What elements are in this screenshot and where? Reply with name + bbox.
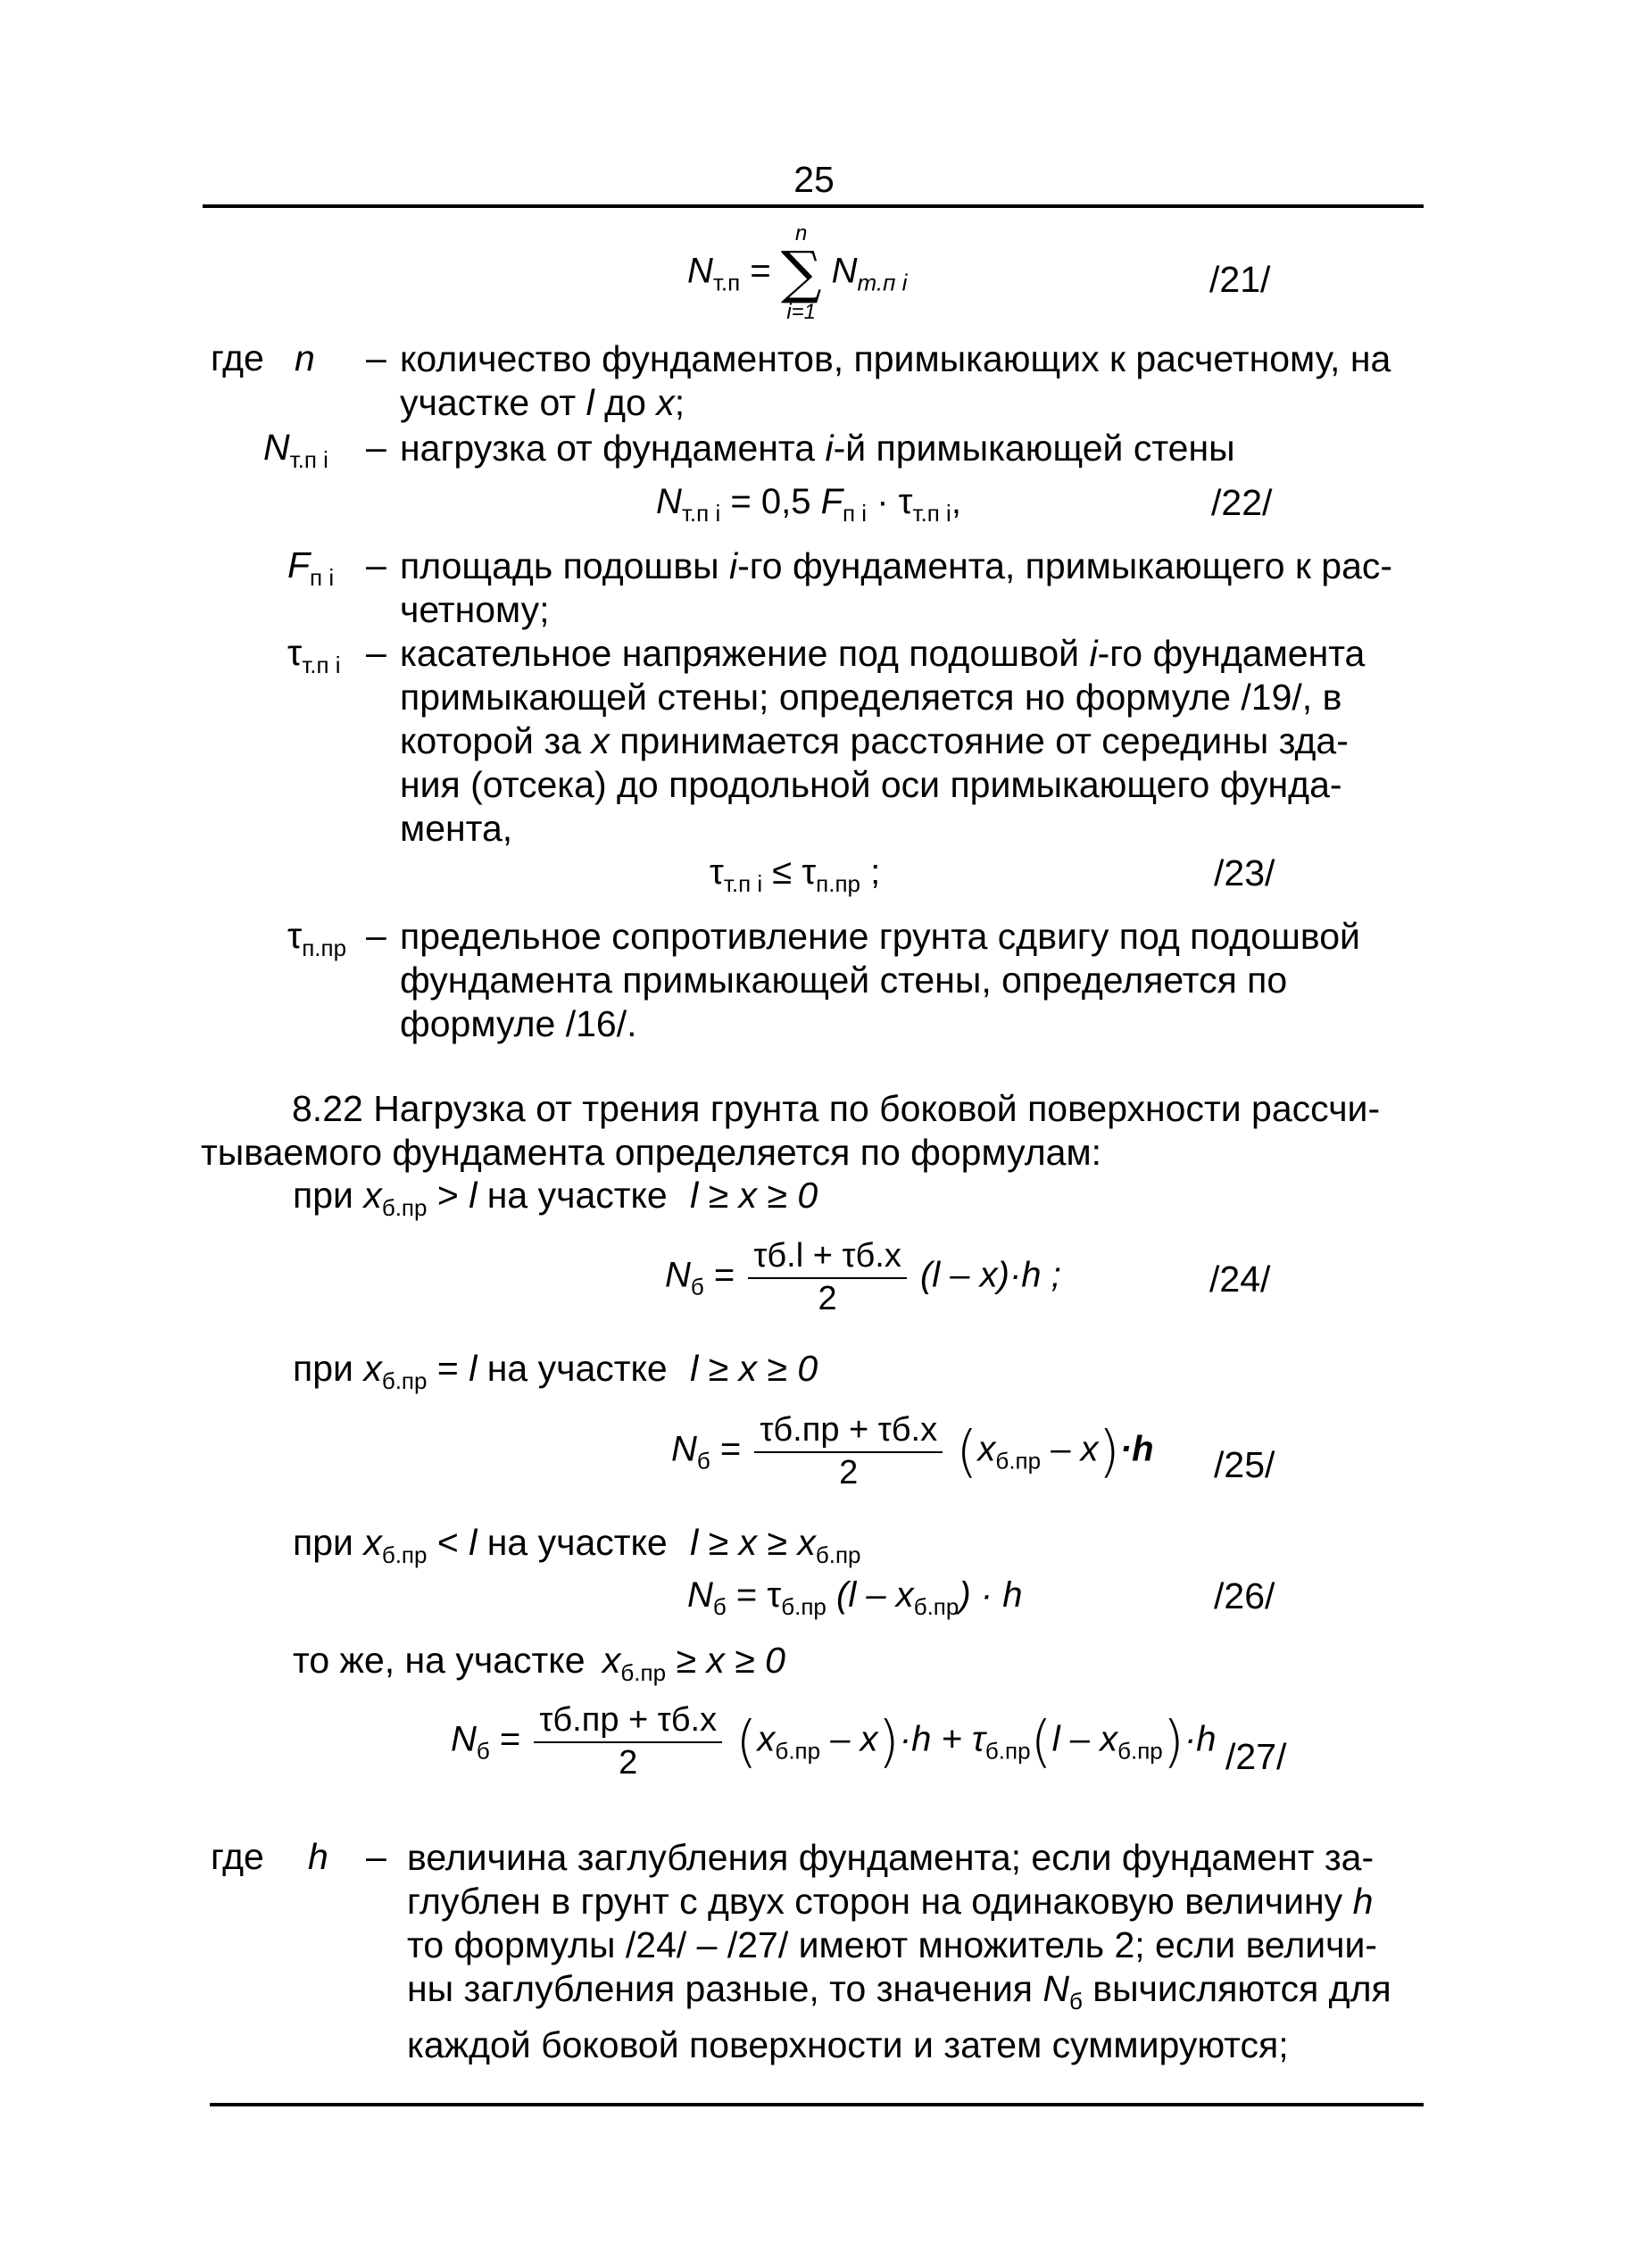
eq23-tau-l: τ — [710, 852, 724, 892]
def-tau-pr-text — [400, 915, 1419, 1046]
eq26-eq: = — [735, 1575, 758, 1615]
cond24-x: x — [363, 1175, 382, 1216]
cond26-mid: на участке — [486, 1522, 668, 1563]
cond24-pre: при — [293, 1175, 353, 1216]
eq26-tau-sub: б.пр — [781, 1593, 826, 1620]
condition-25 — [293, 1346, 818, 1403]
cond25-pre: при — [293, 1348, 353, 1389]
eq23-end: ; — [870, 852, 881, 892]
cond27-x: x — [602, 1640, 621, 1681]
eq25-lhs-sub: б — [696, 1447, 710, 1475]
cond25-l: l — [469, 1348, 478, 1389]
def-n-line2-end: ; — [674, 382, 685, 423]
def-F-dash: – — [366, 544, 386, 586]
eq24-label: /24/ — [1209, 1259, 1271, 1300]
def-F-line2: четному; — [400, 589, 550, 630]
eq23-rel: ≤ — [772, 852, 793, 892]
def-tau-line3-pre: которой за — [400, 720, 581, 761]
top-rule — [203, 204, 1424, 208]
def-F-line1-post: -го фундамента, примыкающего к рас- — [737, 545, 1393, 586]
sigma-symbol: ∑ — [780, 240, 822, 306]
def-tau-pr-term — [287, 915, 346, 962]
eq24-denominator: 2 — [818, 1280, 837, 1317]
def-h-line4-pre: ны заглубления разные, то значения — [407, 1968, 1033, 2009]
def-tau-term — [287, 632, 341, 679]
cond25-ineq: l ≥ x ≥ 0 — [690, 1348, 818, 1389]
def-N-sub: т.п i — [289, 446, 328, 473]
def-F-sym: F — [287, 544, 311, 586]
def-tau-i: i — [1089, 633, 1098, 674]
def-tau-text — [400, 632, 1419, 851]
eq25-numerator: τб.пр + τб.x — [754, 1410, 943, 1453]
def-tau-sub: т.п i — [302, 652, 341, 678]
cond25-rel: = — [436, 1348, 459, 1389]
page-number: 25 — [793, 159, 835, 200]
def-tau-line5: мента, — [400, 808, 513, 849]
cond24-l: l — [469, 1175, 478, 1216]
eq25-open-paren: ( — [956, 1418, 978, 1484]
def-h-line5: каждой боковой поверхности и затем суммируются; — [407, 2024, 1289, 2065]
eq23-tau-r: τ — [802, 852, 817, 892]
def-tau-line2: примыкающей стены; определяется но формуле /19/, в — [400, 677, 1342, 718]
eq22-label: /22/ — [1211, 482, 1273, 523]
eq22-tau: τ — [898, 482, 913, 521]
def-n-line2-pre: участке от — [400, 382, 577, 423]
eq22-F: F — [820, 482, 843, 521]
eq22-F-sub: п i — [843, 500, 868, 527]
eq24-lhs: N — [665, 1255, 691, 1295]
condition-24 — [293, 1173, 818, 1230]
cond26-ineq: l ≥ x ≥ x — [690, 1522, 816, 1563]
eq24-eq: = — [713, 1255, 735, 1295]
def-n-prefix: где — [211, 337, 264, 378]
def-tau-pr-sym: τ — [287, 915, 303, 956]
def-n-line2-mid: до — [604, 382, 646, 423]
cond26-x-sub: б.пр — [381, 1541, 428, 1568]
eq27-lhs: N — [451, 1719, 477, 1759]
eq23-rhs-sub: п.пр — [816, 870, 861, 897]
cond27-ineq: ≥ x ≥ 0 — [676, 1640, 785, 1681]
def-tau-line3-post: принимается расстояние от середины зда- — [619, 720, 1349, 761]
eq22-dot: · — [876, 482, 889, 521]
cond25-x: x — [363, 1348, 382, 1389]
def-tau-line1-pre: касательное напряжение под подошвой — [400, 633, 1080, 674]
cond24-rel: > — [436, 1175, 459, 1216]
eq27-close-paren-1: ) — [877, 1708, 900, 1774]
def-tau-pr-line2: фундамента примыкающей стены, определяется по — [400, 960, 1288, 1001]
eq21-lhs-sub: т.п — [712, 269, 741, 296]
eq27-eq: = — [499, 1719, 521, 1759]
def-N-sym: N — [263, 427, 290, 468]
sum-upper-limit: n — [795, 221, 808, 245]
eq23-label: /23/ — [1214, 852, 1275, 893]
def-tau-pr-dash: – — [366, 915, 386, 956]
def-h-line4-sub: б — [1068, 1988, 1083, 2015]
eq26-label: /26/ — [1214, 1575, 1275, 1616]
def-tau-pr-line1: предельное сопротивление грунта сдвигу под подошвой — [400, 916, 1360, 957]
eq27-inner2: l – x — [1051, 1719, 1118, 1759]
eq25-lhs: N — [671, 1429, 697, 1469]
def-tau-pr-line3: формуле /16/. — [400, 1003, 637, 1044]
eq25-inner-tail: – x — [1041, 1429, 1099, 1469]
eq26-x-sub: б.пр — [913, 1593, 959, 1620]
def-h-prefix: где — [211, 1836, 264, 1877]
cond26-rel: < — [436, 1522, 459, 1563]
def-F-i: i — [728, 545, 738, 586]
eq27-inner2-sub: б.пр — [1117, 1737, 1163, 1765]
equation-26 — [687, 1575, 1022, 1621]
eq27-mid-sub: б.пр — [984, 1737, 1031, 1765]
eq22-lhs-sub: т.п i — [681, 500, 721, 527]
cond25-x-sub: б.пр — [381, 1367, 428, 1394]
def-h-line4-post: вычисляются для — [1092, 1968, 1391, 2009]
eq25-close-paren: ) — [1098, 1418, 1120, 1484]
eq27-denominator: 2 — [619, 1744, 638, 1782]
eq25-inner-sub: б.пр — [995, 1447, 1042, 1475]
eq27-label: /27/ — [1225, 1736, 1287, 1777]
eq26-open: (l – x — [836, 1575, 914, 1615]
cond26-ineq-sub: б.пр — [815, 1541, 861, 1568]
cond26-l: l — [469, 1522, 478, 1563]
eq21-rhs-sub: т.п i — [857, 269, 908, 296]
def-n-x: x — [656, 382, 675, 423]
cond25-mid: на участке — [486, 1348, 668, 1389]
eq25-inner-x: x — [977, 1429, 996, 1469]
eq27-inner-tail: – x — [820, 1719, 878, 1759]
eq27-open-paren-2: ( — [1030, 1708, 1052, 1774]
eq25-denominator: 2 — [839, 1454, 859, 1491]
eq27-fraction — [534, 1700, 722, 1782]
def-h-line2-h: h — [1352, 1881, 1374, 1922]
def-tau-dash: – — [366, 632, 386, 673]
def-F-sub: п i — [310, 564, 335, 591]
def-n-line1: количество фундаментов, примыкающих к расчетному, на — [400, 338, 1391, 379]
equation-25 — [671, 1410, 1154, 1492]
eq24-numerator: τб.l + τб.x — [748, 1236, 906, 1279]
eq27-lhs-sub: б — [476, 1737, 490, 1765]
eq27-close-paren-2: ) — [1162, 1708, 1184, 1774]
def-h-line4-N: N — [1042, 1968, 1069, 2009]
def-F-line1-pre: площадь подошвы — [400, 545, 719, 586]
eq27-inner-x: x — [757, 1719, 776, 1759]
def-N-term — [263, 427, 328, 474]
def-N-text-post: -й примыкающей стены — [833, 428, 1235, 469]
eq26-lhs: N — [687, 1575, 713, 1615]
def-n-l: l — [586, 382, 594, 423]
eq27-mid: ·h + τ — [899, 1719, 985, 1759]
eq27-numerator: τб.пр + τб.x — [534, 1700, 722, 1743]
def-h-line3: то формулы /24/ – /27/ имеют множитель 2; если величи- — [407, 1924, 1378, 1965]
def-F-term — [287, 544, 334, 592]
def-h-dash: – — [366, 1836, 386, 1877]
condition-27 — [293, 1638, 785, 1695]
def-n-dash: – — [366, 337, 386, 378]
eq24-tail: (l – x)·h ; — [919, 1255, 1061, 1295]
para-line2: тываемого фундамента определяется по формулам: — [201, 1132, 1102, 1173]
def-h-line1: величина заглубления фундамента; если фундамент за- — [407, 1837, 1375, 1878]
eq25-fraction — [754, 1410, 943, 1492]
cond24-ineq: l ≥ x ≥ 0 — [690, 1175, 818, 1216]
eq22-tau-sub: т.п i — [912, 500, 951, 527]
sum-operator — [781, 223, 822, 323]
eq21-lhs: N — [687, 251, 713, 291]
def-tau-sym: τ — [287, 632, 303, 673]
def-n-term: n — [295, 337, 315, 378]
eq26-tau: τ — [767, 1575, 782, 1615]
eq22-end: , — [951, 482, 961, 521]
def-N-i: i — [825, 428, 834, 469]
eq26-lhs-sub: б — [712, 1593, 727, 1620]
para-line1: 8.22 Нагрузка от трения грунта по боковой поверхности рассчи- — [292, 1088, 1381, 1129]
def-tau-x: x — [591, 720, 610, 761]
eq26-close: ) · h — [959, 1575, 1023, 1615]
bottom-rule — [210, 2103, 1424, 2106]
def-N-text — [400, 427, 1419, 470]
eq24-lhs-sub: б — [690, 1273, 704, 1300]
paragraph-8-22 — [201, 1087, 1424, 1175]
eq25-label: /25/ — [1214, 1444, 1275, 1485]
def-h-line2-pre: глублен в грунт с двух сторон на одинаковую величину — [407, 1881, 1343, 1922]
eq21-equals: = — [750, 251, 771, 291]
cond27-pre: то же, на участке — [293, 1640, 586, 1681]
cond24-x-sub: б.пр — [381, 1194, 428, 1221]
equation-22 — [656, 482, 961, 528]
eq22-mid: = 0,5 — [730, 482, 811, 521]
equation-24 — [665, 1236, 1061, 1318]
eq22-lhs: N — [656, 482, 682, 521]
def-h-text — [407, 1836, 1424, 2067]
equation-27 — [451, 1700, 1217, 1782]
cond27-x-sub: б.пр — [620, 1659, 667, 1686]
eq24-fraction — [748, 1236, 906, 1318]
eq27-open-paren-1: ( — [735, 1708, 758, 1774]
eq25-tail: ·h — [1119, 1429, 1154, 1469]
def-n-text — [400, 337, 1419, 425]
def-tau-line1-post: -го фундамента — [1097, 633, 1366, 674]
def-tau-line4: ния (отсека) до продольной оси примыкающего фунда- — [400, 764, 1342, 805]
eq21-rhs: N — [831, 251, 858, 291]
condition-26 — [293, 1520, 860, 1577]
eq27-inner-sub: б.пр — [775, 1737, 821, 1765]
eq27-tail: ·h — [1184, 1719, 1217, 1759]
eq23-lhs-sub: т.п i — [723, 870, 763, 897]
def-tau-pr-sub: п.пр — [302, 935, 347, 961]
def-F-text — [400, 544, 1419, 632]
def-N-text-pre: нагрузка от фундамента — [400, 428, 816, 469]
eq21-label: /21/ — [1209, 259, 1271, 300]
equation-23 — [710, 852, 880, 898]
cond26-pre: при — [293, 1522, 353, 1563]
def-h-term: h — [308, 1836, 328, 1877]
equation-21 — [687, 223, 907, 323]
eq25-eq: = — [719, 1429, 742, 1469]
sum-lower-limit: i=1 — [786, 300, 817, 324]
cond26-x: x — [363, 1522, 382, 1563]
cond24-mid: на участке — [486, 1175, 668, 1216]
def-N-dash: – — [366, 427, 386, 468]
